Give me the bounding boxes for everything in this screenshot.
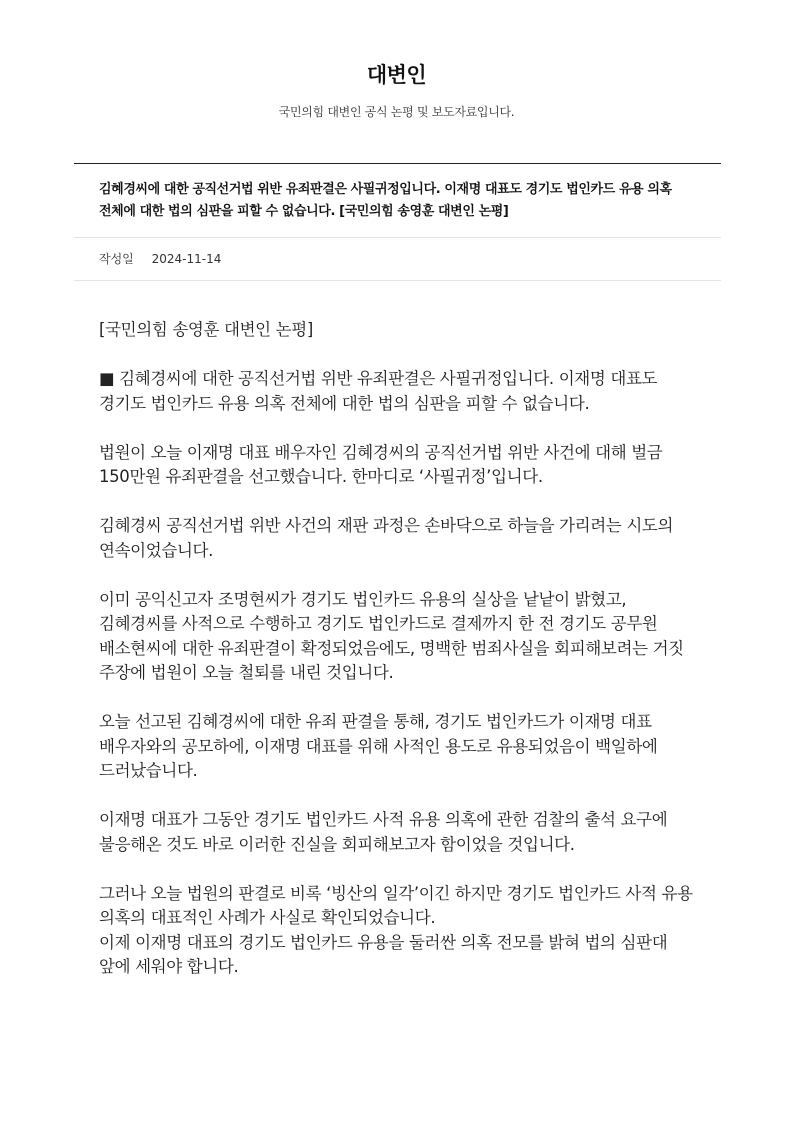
page-title: 대변인 <box>366 63 427 87</box>
body-paragraph: 법원이 오늘 이재명 대표 배우자인 김혜경씨의 공직선거법 위반 사건에 대해 벌금 150만원 유죄판결을 선고했습니다. 한마디로 ‘사필귀정’입니다. <box>99 442 663 486</box>
closing-paragraph <box>99 882 699 980</box>
article-header <box>74 163 721 281</box>
body-paragraph: 이재명 대표가 그동안 경기도 법인카드 사적 유용 의혹에 관한 검찰의 출석 요구에 불응해온 것도 바로 이러한 진실을 회피해보고자 함이었을 것입니다. <box>99 810 668 854</box>
closing-line: 이제 이재명 대표의 경기도 법인카드 유용을 둘러싼 의혹 전모를 밝혀 법의 심판대 앞에 세워야 합니다. <box>99 932 668 976</box>
body-paragraph: [국민의힘 송영훈 대변인 논평] <box>99 320 313 339</box>
page-subtitle: 국민의힘 대변인 공식 논평 및 보도자료입니다. <box>278 105 515 119</box>
article-date: 2024-11-14 <box>151 252 222 266</box>
body-paragraph: 김혜경씨 공직선거법 위반 사건의 재판 과정은 손바닥으로 하늘을 가리려는 시도의 연속이었습니다. <box>99 516 674 560</box>
body-paragraph: 이미 공익신고자 조명현씨가 경기도 법인카드 유용의 실상을 낱낱이 밝혔고, 김혜경씨를 사적으로 수행하고 경기도 법인카드로 결제까지 한 전 경기도 공무원 배소현씨에 대한 유죄판결이 확정되었음에도, 명백한 범죄사실을 회피해보려는 거짓 주장에 법원이 오늘 철퇴를 내린 것입니다. <box>99 589 684 682</box>
site-header <box>0 0 793 120</box>
closing-line: 그러나 오늘 법원의 판결로 비록 ‘빙산의 일각’이긴 하지만 경기도 법인카드 사적 유용 의혹의 대표적인 사례가 사실로 확인되었습니다. <box>99 883 693 927</box>
body-paragraph: 오늘 선고된 김혜경씨에 대한 유죄 판결을 통해, 경기도 법인카드가 이재명 대표 배우자와의 공모하에, 이재명 대표를 위해 사적인 용도로 유용되었음이 백일하에 드러났습니다. <box>99 712 658 780</box>
article-body <box>99 318 699 1004</box>
article-title: 김혜경씨에 대한 공직선거법 위반 유죄판결은 사필귀정입니다. 이재명 대표도 경기도 법인카드 유용 의혹 전체에 대한 법의 심판을 피할 수 없습니다. [국민의힘 송영훈 대변인 논평] <box>74 164 721 238</box>
date-label: 작성일 <box>99 252 134 266</box>
article-meta <box>74 238 721 281</box>
body-paragraph: ■ 김혜경씨에 대한 공직선거법 위반 유죄판결은 사필귀정입니다. 이재명 대표도 경기도 법인카드 유용 의혹 전체에 대한 법의 심판을 피할 수 없습니다. <box>99 369 658 413</box>
